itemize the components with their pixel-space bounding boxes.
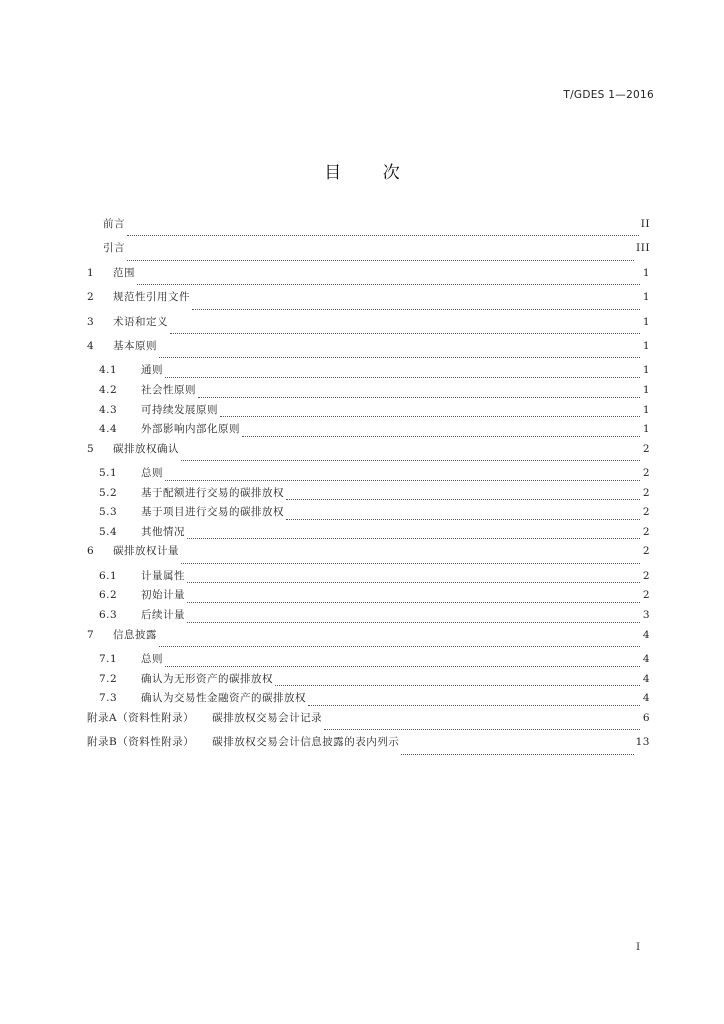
- toc-entry-title: 后续计量: [141, 609, 185, 622]
- toc-entry-page: 2: [642, 506, 650, 519]
- toc-entry[interactable]: [87, 291, 650, 315]
- toc-entry-title: 碳排放权确认: [113, 442, 179, 455]
- toc-entry-page: III: [636, 242, 650, 255]
- toc-entry-number: 4.2: [99, 383, 118, 396]
- toc-entry-number: 附录A（资料性附录）: [87, 711, 195, 724]
- dot-leader: [137, 283, 640, 285]
- toc-entry-page: 1: [642, 364, 650, 377]
- toc-entry-title: 总则: [141, 653, 163, 666]
- dot-leader: [242, 435, 640, 437]
- toc-entry-page: 1: [642, 315, 650, 328]
- toc-entry-page: 2: [642, 442, 650, 455]
- table-of-contents: [87, 218, 650, 761]
- toc-entry-number: 7.2: [99, 672, 118, 685]
- toc-entry-title: 初始计量: [141, 589, 185, 602]
- toc-entry-page: 1: [642, 403, 650, 416]
- toc-entry-title: 其他情况: [141, 525, 185, 538]
- toc-entry-title: 基于配额进行交易的碳排放权: [141, 486, 284, 499]
- toc-entry-number: 4.4: [99, 423, 118, 436]
- toc-entry-page: 2: [642, 486, 650, 499]
- toc-entry-title: 确认为交易性金融资产的碳排放权: [141, 692, 306, 705]
- dot-leader: [275, 684, 640, 686]
- toc-entry-number: 6.2: [99, 589, 118, 602]
- toc-entry-number: 4.1: [99, 364, 118, 377]
- toc-entry-title: 外部影响内部化原则: [141, 423, 240, 436]
- dot-leader: [165, 479, 640, 481]
- dot-leader: [401, 753, 633, 755]
- toc-entry-title: 确认为无形资产的碳排放权: [141, 672, 273, 685]
- dot-leader: [127, 259, 634, 261]
- toc-entry-number: 5: [87, 442, 95, 455]
- toc-entry-title: 社会性原则: [141, 383, 196, 396]
- toc-entry-number: 7.1: [99, 653, 118, 666]
- toc-entry-number: 4.3: [99, 403, 118, 416]
- dot-leader: [170, 332, 640, 334]
- dot-leader: [159, 645, 640, 647]
- toc-entry-page: 2: [642, 467, 650, 480]
- toc-entry-page: 1: [642, 291, 650, 304]
- dot-leader: [198, 396, 640, 398]
- toc-entry-title: 碳排放权交易会计记录: [212, 711, 323, 724]
- dot-leader: [187, 621, 640, 623]
- document-code: T/GDES 1—2016: [563, 89, 654, 101]
- toc-entry-title: 引言: [103, 242, 125, 255]
- dot-leader: [192, 308, 640, 310]
- toc-entry-title: 基本原则: [113, 339, 157, 352]
- toc-entry-number: 7: [87, 628, 95, 641]
- dot-leader: [127, 234, 639, 236]
- toc-entry[interactable]: [87, 423, 650, 443]
- toc-entry-page: 2: [642, 589, 650, 602]
- dot-leader: [159, 356, 640, 358]
- toc-entry-title: 计量属性: [141, 569, 185, 582]
- dot-leader: [165, 376, 640, 378]
- toc-entry[interactable]: [87, 589, 650, 609]
- toc-entry[interactable]: [87, 673, 650, 693]
- toc-entry-number: 附录B（资料性附录）: [87, 736, 195, 749]
- dot-leader: [286, 498, 640, 500]
- toc-entry[interactable]: [87, 242, 650, 266]
- dot-leader: [324, 728, 640, 730]
- toc-entry-number: 4: [87, 339, 95, 352]
- dot-leader: [308, 704, 640, 706]
- toc-entry-title: 信息披露: [113, 628, 157, 641]
- toc-entry-number: 5.3: [99, 506, 118, 519]
- dot-leader: [220, 415, 640, 417]
- toc-entry[interactable]: [87, 487, 650, 507]
- toc-entry-title: 术语和定义: [113, 315, 168, 328]
- toc-entry-page: 2: [642, 569, 650, 582]
- toc-entry-number: 6.1: [99, 569, 118, 582]
- toc-entry[interactable]: [87, 736, 650, 760]
- toc-entry[interactable]: [87, 218, 650, 242]
- toc-entry-page: 4: [642, 692, 650, 705]
- toc-entry-title: 碳排放权计量: [113, 545, 179, 558]
- toc-entry[interactable]: [87, 364, 650, 384]
- dot-leader: [181, 459, 640, 461]
- toc-title: 目 次: [324, 163, 418, 183]
- toc-entry-title: 可持续发展原则: [141, 403, 218, 416]
- toc-entry[interactable]: [87, 267, 650, 291]
- toc-entry-page: 6: [642, 711, 650, 724]
- toc-entry-title: 碳排放权交易会计信息披露的表内列示: [212, 736, 400, 749]
- toc-entry[interactable]: [87, 629, 650, 653]
- dot-leader: [181, 562, 640, 564]
- dot-leader: [165, 665, 640, 667]
- toc-entry[interactable]: [87, 384, 650, 404]
- toc-entry[interactable]: [87, 653, 650, 673]
- toc-entry[interactable]: [87, 609, 650, 629]
- toc-entry-number: 5.1: [99, 467, 118, 480]
- toc-entry-title: 基于项目进行交易的碳排放权: [141, 506, 284, 519]
- toc-entry-page: 1: [642, 266, 650, 279]
- toc-entry-number: 5.4: [99, 525, 118, 538]
- toc-entry-page: 4: [642, 628, 650, 641]
- toc-entry[interactable]: [87, 506, 650, 526]
- dot-leader: [187, 581, 640, 583]
- toc-entry-title: 范围: [113, 266, 135, 279]
- toc-entry-page: 1: [642, 383, 650, 396]
- toc-entry-page: II: [640, 218, 650, 230]
- toc-entry-title: 前言: [103, 218, 125, 230]
- toc-entry-number: 6.3: [99, 609, 118, 622]
- toc-entry-page: 3: [642, 609, 650, 622]
- toc-entry-title: 规范性引用文件: [113, 291, 190, 304]
- toc-entry-page: 1: [642, 339, 650, 352]
- toc-entry-number: 2: [87, 291, 95, 304]
- toc-entry[interactable]: [87, 443, 650, 467]
- toc-entry-number: 6: [87, 545, 95, 558]
- toc-entry-page: 4: [642, 653, 650, 666]
- toc-entry-page: 2: [642, 525, 650, 538]
- toc-entry-number: 7.3: [99, 692, 118, 705]
- toc-entry[interactable]: [87, 570, 650, 590]
- toc-entry-title: 通则: [141, 364, 163, 377]
- toc-entry-page: 2: [642, 545, 650, 558]
- toc-entry[interactable]: [87, 316, 650, 340]
- toc-entry-title: 总则: [141, 467, 163, 480]
- toc-entry[interactable]: [87, 404, 650, 424]
- toc-entry-number: 1: [87, 266, 95, 279]
- dot-leader: [286, 518, 640, 520]
- toc-entry[interactable]: [87, 526, 650, 546]
- toc-entry[interactable]: [87, 340, 650, 364]
- toc-entry-page: 13: [635, 736, 650, 749]
- toc-entry-page: 1: [642, 423, 650, 436]
- page-number: I: [636, 941, 641, 953]
- toc-entry-number: 3: [87, 315, 95, 328]
- toc-entry-number: 5.2: [99, 486, 118, 499]
- dot-leader: [187, 537, 640, 539]
- toc-entry[interactable]: [87, 692, 650, 712]
- toc-entry-page: 4: [642, 672, 650, 685]
- toc-entry[interactable]: [87, 712, 650, 736]
- toc-entry[interactable]: [87, 467, 650, 487]
- dot-leader: [187, 601, 640, 603]
- toc-entry[interactable]: [87, 545, 650, 569]
